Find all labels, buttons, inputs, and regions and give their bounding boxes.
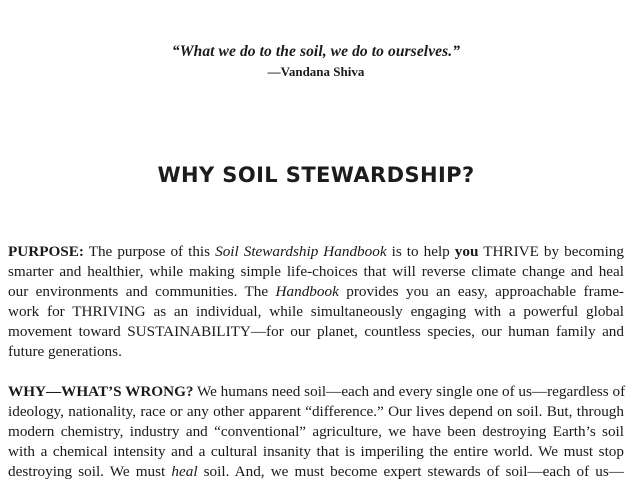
purpose-paragraph [8,242,624,362]
handbook-title: Soil Stewardship Handbook [215,243,387,260]
text-run: The purpose of this [83,243,216,260]
paragraph-line [8,462,624,482]
text-run: soil. And, we must become expert stewards of soil—each of us— [197,463,624,480]
text-run: destroying soil. We must [8,463,172,480]
why-wrong-paragraph [8,382,624,482]
heal-italic: heal [171,463,198,480]
text-run: We humans need soil—each and every single one of us—regardless of [193,383,626,400]
section-heading: WHY SOIL STEWARDSHIP? [157,163,475,187]
epigraph-quote: “What we do to the soil, we do to ourselves.” [171,43,461,60]
paragraph-line: movement toward SUSTAINABILITY—for our planet, countless species, our human family and [8,323,624,340]
emphasis-you: you [454,243,479,260]
text-run: provides you an easy, approachable frame- [338,283,624,300]
text-run: is to help [386,243,455,260]
paragraph-line: ideology, nationality, race or any other apparent “difference.” Our lives depend on soil. But, through [8,403,624,420]
epigraph [0,42,632,82]
paragraph-line: work for THRIVING as an individual, while simultaneously engaging with a powerful global [8,303,624,320]
paragraph-line: future generations. [8,343,122,360]
why-wrong-lead: WHY—WHAT’S WRONG? [8,383,194,400]
paragraph-line [8,382,624,402]
text-run: our environments and communities. The [8,283,276,300]
epigraph-author: —Vandana Shiva [267,64,365,79]
paragraph-line [8,282,624,302]
paragraph-line: with a chemical intensity and a cultural insanity that is imperiling the entire world. We must stop [8,443,624,460]
purpose-lead: PURPOSE: [8,243,84,260]
paragraph-line [8,242,624,262]
handbook-italic: Handbook [275,283,339,300]
paragraph-line: modern chemistry, industry and “conventional” agriculture, we have been destroying Earth’s soil [8,423,624,440]
paragraph-line: smarter and healthier, while making simple life-choices that will reverse climate change and heal [8,263,624,280]
text-run: THRIVE by becoming [478,243,624,260]
